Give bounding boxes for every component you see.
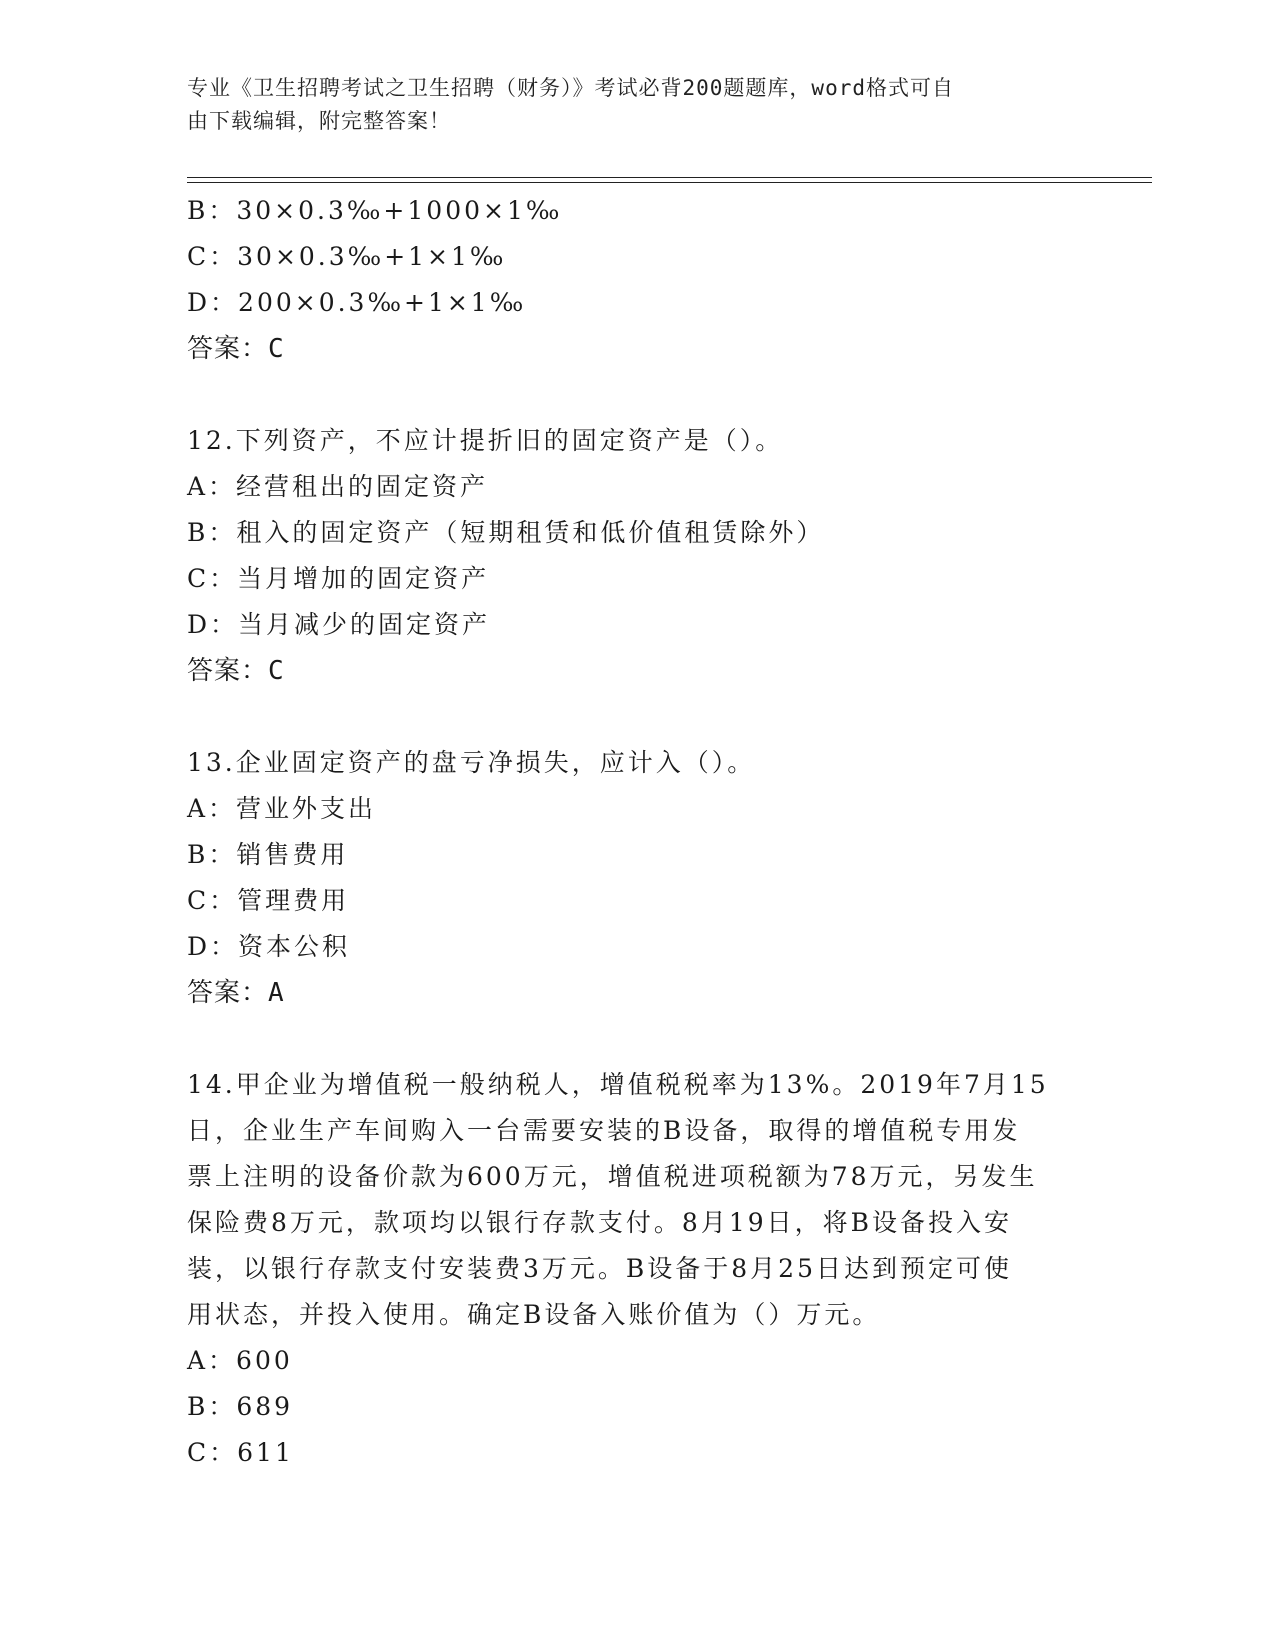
q11-option-d: D：200×0.3‰+1×1‰ xyxy=(187,288,527,317)
q11-option-c: C：30×0.3‰+1×1‰ xyxy=(187,242,507,271)
question-12 xyxy=(187,418,1077,694)
spacer xyxy=(187,694,1077,740)
q14-option-a: A：600 xyxy=(187,1346,293,1375)
q13-option-a: A：营业外支出 xyxy=(187,794,377,823)
q12-option-d: D：当月减少的固定资产 xyxy=(187,610,491,639)
header-divider-top xyxy=(187,177,1152,178)
document-header xyxy=(187,72,1067,138)
question-content xyxy=(187,188,1077,1476)
q14-option-b: B：689 xyxy=(187,1392,294,1421)
q13-option-b: B：销售费用 xyxy=(187,840,349,869)
q14-question-line-1: 14.甲企业为增值税一般纳税人，增值税税率为13%。2019年7月15 xyxy=(187,1070,1049,1099)
q13-option-d: D：资本公积 xyxy=(187,932,351,961)
q12-option-c: C：当月增加的固定资产 xyxy=(187,564,490,593)
q14-option-c: C：611 xyxy=(187,1438,294,1467)
q12-question: 12.下列资产，不应计提折旧的固定资产是（）。 xyxy=(187,426,784,455)
q13-question: 13.企业固定资产的盘亏净损失，应计入（）。 xyxy=(187,748,756,777)
spacer xyxy=(187,1016,1077,1062)
q14-question-line-2: 日，企业生产车间购入一台需要安装的B设备，取得的增值税专用发 xyxy=(187,1116,1021,1145)
q13-answer: 答案：A xyxy=(187,978,285,1008)
q13-option-c: C：管理费用 xyxy=(187,886,350,915)
q14-question-line-4: 保险费8万元，款项均以银行存款支付。8月19日，将B设备投入安 xyxy=(187,1208,1012,1237)
spacer xyxy=(187,372,1077,418)
question-11 xyxy=(187,188,1077,372)
q12-option-b: B：租入的固定资产（短期租赁和低价值租赁除外） xyxy=(187,518,825,547)
header-divider-bottom xyxy=(187,182,1152,183)
q12-answer: 答案：C xyxy=(187,656,285,686)
q14-question-line-6: 用状态，并投入使用。确定B设备入账价值为（）万元。 xyxy=(187,1300,881,1329)
header-title-line-2: 由下载编辑，附完整答案！ xyxy=(187,109,451,133)
q12-option-a: A：经营租出的固定资产 xyxy=(187,472,489,501)
q11-option-b: B：30×0.3‰+1000×1‰ xyxy=(187,196,563,225)
q14-question-line-3: 票上注明的设备价款为600万元，增值税进项税额为78万元，另发生 xyxy=(187,1162,1038,1191)
question-14 xyxy=(187,1062,1077,1476)
q11-answer: 答案：C xyxy=(187,334,285,364)
question-13 xyxy=(187,740,1077,1016)
q14-question-line-5: 装，以银行存款支付安装费3万元。B设备于8月25日达到预定可使 xyxy=(187,1254,1012,1283)
header-title-line-1: 专业《卫生招聘考试之卫生招聘（财务）》考试必背200题题库，word格式可自 xyxy=(187,76,954,100)
